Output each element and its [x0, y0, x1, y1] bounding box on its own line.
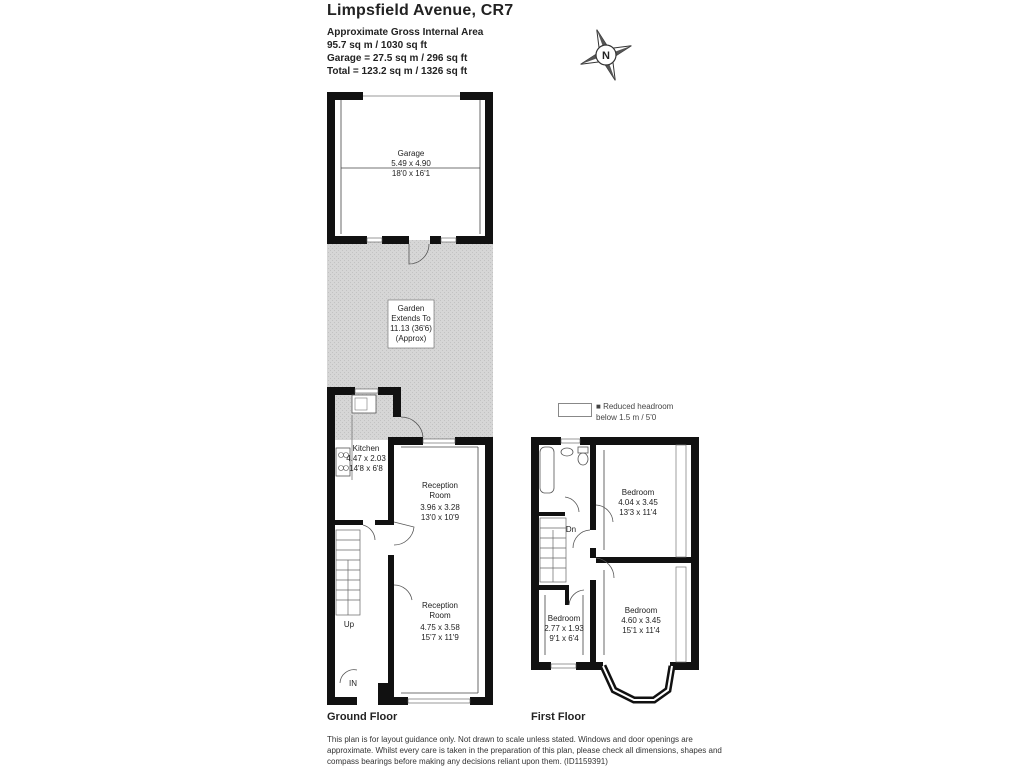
reception1-imperial: 13'0 x 10'9: [420, 513, 460, 522]
garden-line-4: (Approx): [395, 334, 427, 343]
legend-line-1: ■ Reduced headroom: [596, 402, 674, 411]
stairs-down-label: Dn: [565, 525, 577, 534]
ground-floor-label: Ground Floor: [327, 711, 398, 723]
bedroom1-metric: 4.04 x 3.45: [618, 498, 658, 507]
area-total: Total = 123.2 sq m / 1326 sq ft: [327, 66, 468, 77]
bedroom2-imperial: 15'1 x 11'4: [622, 626, 660, 635]
garage-imperial: 18'0 x 16'1: [391, 169, 431, 178]
bedroom2-name: Bedroom: [624, 606, 658, 615]
legend-line-2: below 1.5 m / 5'0: [596, 413, 657, 422]
kitchen-metric: 4.47 x 2.03: [346, 454, 386, 463]
bedroom3-imperial: 9'1 x 6'4: [549, 634, 579, 643]
bedroom1-name: Bedroom: [621, 488, 655, 497]
ground-floor-plan: [327, 92, 493, 705]
ground-floor-stairs: [336, 530, 360, 615]
garage-room: [327, 92, 493, 264]
entrance-label: IN: [349, 679, 357, 688]
bedroom1-imperial: 13'3 x 11'4: [619, 508, 657, 517]
bedroom2-metric: 4.60 x 3.45: [621, 616, 661, 625]
first-floor-plan: [531, 437, 699, 700]
compass-north-label: N: [602, 50, 610, 62]
garden-line-3: 11.13 (36'6): [390, 324, 432, 333]
reception2-metric: 4.75 x 3.58: [420, 623, 460, 632]
reception2-imperial: 15'7 x 11'9: [421, 633, 459, 642]
area-garage: Garage = 27.5 sq m / 296 sq ft: [327, 53, 468, 64]
reception1-line-2: Room: [429, 491, 451, 500]
disclaimer: This plan is for layout guidance only. Not drawn to scale unless stated. Windows and door openings are approximate. Whilst every care is taken in the preparation of this plan, please check all dimensions, shapes and compass bearings before making any decisions reliant upon them. (ID1159391): [327, 735, 722, 766]
reception1-line-1: Reception: [421, 481, 459, 490]
kitchen-name: Kitchen: [352, 444, 380, 453]
garden-label: [388, 300, 434, 348]
first-floor-stairs: [540, 518, 566, 582]
bedroom3-metric: 2.77 x 1.93: [544, 624, 584, 633]
garage-metric: 5.49 x 4.90: [391, 159, 431, 168]
compass-rose-icon: [571, 20, 640, 89]
stairs-up-label: Up: [343, 620, 355, 629]
reception2-line-2: Room: [429, 611, 451, 620]
garden-line-2: Extends To: [391, 314, 431, 323]
area-main: 95.7 sq m / 1030 sq ft: [327, 40, 428, 51]
area-heading: Approximate Gross Internal Area: [327, 27, 484, 38]
bedroom3-name: Bedroom: [547, 614, 581, 623]
bathroom-fittings: [540, 447, 588, 493]
garage-name: Garage: [397, 149, 425, 158]
first-floor-label: First Floor: [531, 711, 586, 723]
garden-line-1: Garden: [397, 304, 425, 313]
first-floor-walls: [531, 437, 699, 700]
reception2-line-1: Reception: [421, 601, 459, 610]
kitchen-imperial: 14'8 x 6'8: [349, 464, 383, 473]
reception1-metric: 3.96 x 3.28: [420, 503, 460, 512]
plan-title: Limpsfield Avenue, CR7: [327, 2, 514, 19]
